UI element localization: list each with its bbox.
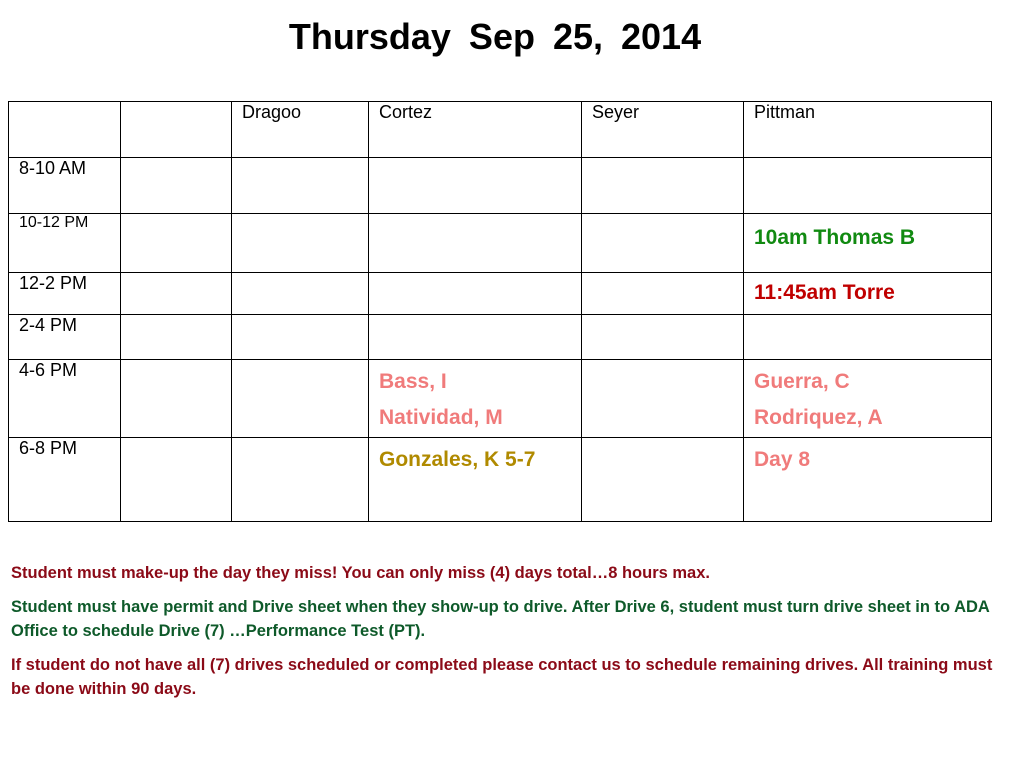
note-makeup-policy: Student must make-up the day they miss! You can only miss (4) days total…8 hours max.: [11, 564, 710, 582]
appointment-entry: Guerra, C: [754, 370, 850, 393]
empty-cell: [121, 360, 232, 438]
dragoo-cell: [232, 158, 369, 214]
empty-cell: [121, 273, 232, 315]
dragoo-cell: [232, 214, 369, 273]
appointment-entry: 10am Thomas B: [754, 226, 916, 249]
table-row: [9, 315, 992, 360]
header-cell-blank-2: [121, 102, 232, 158]
appointment-entry: Natividad, M: [379, 406, 503, 429]
empty-cell: [121, 158, 232, 214]
dragoo-cell: [232, 273, 369, 315]
pittman-cell: [744, 158, 992, 214]
time-cell: 8-10 AM: [9, 158, 121, 214]
page-title: Thursday Sep 25, 2014: [288, 16, 702, 57]
notes-section: [11, 561, 1001, 711]
cortez-cell: [369, 214, 582, 273]
time-cell: 10-12 PM: [9, 214, 121, 273]
cortez-cell: [369, 273, 582, 315]
empty-cell: [121, 438, 232, 522]
cortez-cell: [369, 315, 582, 360]
table-row: [9, 158, 992, 214]
note-permit-requirement: Student must have permit and Drive sheet when they show-up to drive. After Drive 6, student must turn drive sheet in to ADA Office to schedule Drive (7) …Performance Test (PT).: [11, 598, 990, 640]
header-cell-blank-1: [9, 102, 121, 158]
time-cell: 6-8 PM: [9, 438, 121, 522]
time-cell: 12-2 PM: [9, 273, 121, 315]
empty-cell: [121, 315, 232, 360]
seyer-cell: [582, 273, 744, 315]
pittman-cell: [744, 315, 992, 360]
header-row: [9, 102, 992, 158]
appointment-entry: Day 8: [754, 448, 811, 471]
dragoo-cell: [232, 360, 369, 438]
pittman-cell: [744, 438, 992, 522]
appointment-entry: 11:45am Torre: [754, 281, 895, 304]
appointment-entry: Gonzales, K 5-7: [379, 448, 536, 471]
header-cell-dragoo: Dragoo: [232, 102, 369, 158]
header-cell-pittman: Pittman: [744, 102, 992, 158]
table-row: [9, 214, 992, 273]
seyer-cell: [582, 214, 744, 273]
pittman-cell: [744, 214, 992, 273]
seyer-cell: [582, 438, 744, 522]
header-cell-seyer: Seyer: [582, 102, 744, 158]
table-row: [9, 273, 992, 315]
table-row: [9, 438, 992, 522]
time-cell: 4-6 PM: [9, 360, 121, 438]
table-row: [9, 360, 992, 438]
schedule-table: [8, 101, 992, 522]
appointment-entry: Rodriquez, A: [754, 406, 883, 429]
dragoo-cell: [232, 438, 369, 522]
pittman-cell: [744, 273, 992, 315]
header-cell-cortez: Cortez: [369, 102, 582, 158]
empty-cell: [121, 214, 232, 273]
time-cell: 2-4 PM: [9, 315, 121, 360]
cortez-cell: [369, 158, 582, 214]
pittman-cell: [744, 360, 992, 438]
seyer-cell: [582, 315, 744, 360]
seyer-cell: [582, 360, 744, 438]
dragoo-cell: [232, 315, 369, 360]
seyer-cell: [582, 158, 744, 214]
note-scheduling-contact: If student do not have all (7) drives scheduled or completed please contact us to schedule remaining drives. All training must be done within 90 days.: [11, 656, 993, 698]
cortez-cell: [369, 438, 582, 522]
appointment-entry: Bass, I: [379, 370, 447, 393]
cortez-cell: [369, 360, 582, 438]
